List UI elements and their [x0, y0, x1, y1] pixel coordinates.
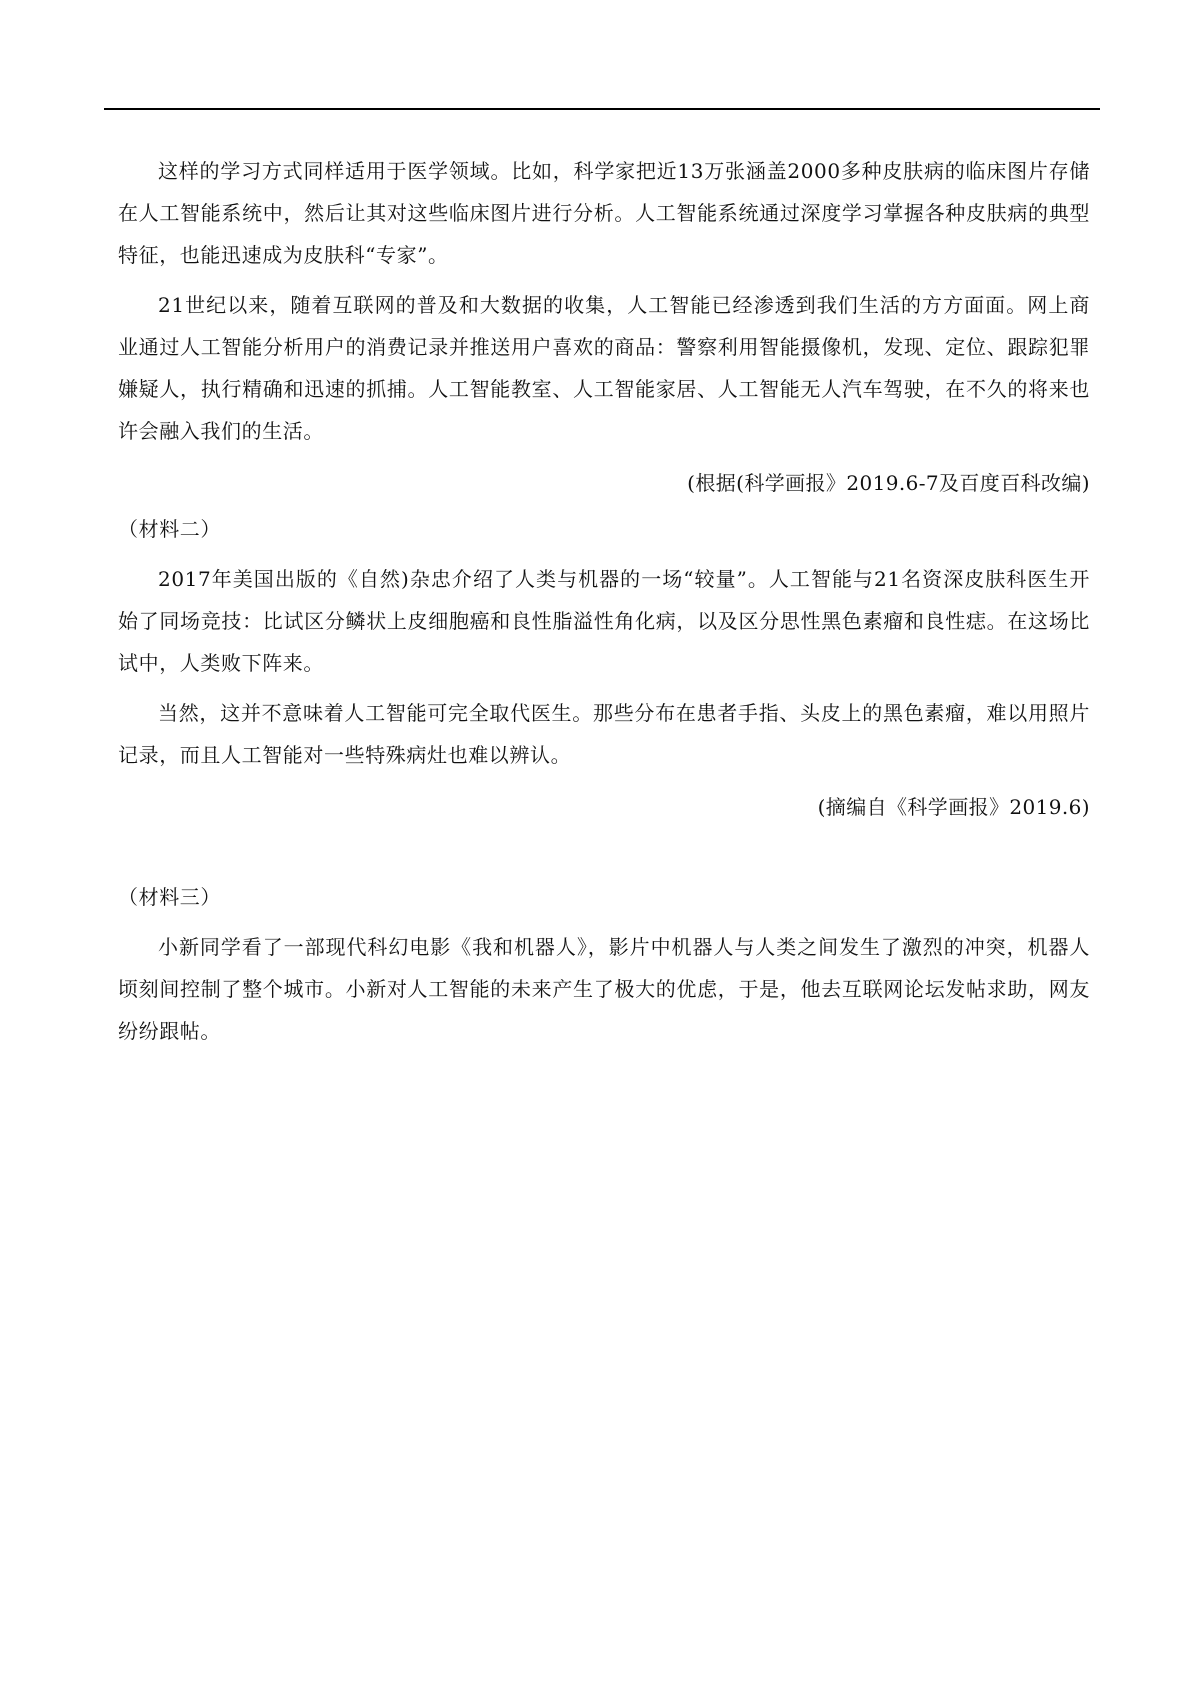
material-two-heading: （材料二）: [118, 517, 221, 541]
header-rule: [104, 108, 1100, 110]
paragraph-ai-limitations: 当然，这并不意味着人工智能可完全取代医生。那些分布在患者手指、头皮上的黑色素瘤，难以用照片记录，而且人工智能对一些特殊病灶也难以辨认。: [118, 701, 1090, 767]
material-three-section: [118, 876, 1090, 1052]
material-three-heading: （材料三）: [118, 885, 221, 909]
section-spacer: [118, 828, 1090, 872]
paragraph-ai-daily-life: 21世纪以来，随着互联网的普及和大数据的收集，人工智能已经渗透到我们生活的方方面面。网上商业通过人工智能分析用户的消费记录并推送用户喜欢的商品：警察利用智能摄像机，发现、定位、跟踪犯罪嫌疑人，执行精确和迅速的抓捕。人工智能教室、人工智能家居、人工智能无人汽车驾驶，在不久的将来也许会融入我们的生活。: [118, 293, 1090, 443]
source-citation-one: (根据(科学画报》2019.6-7及百度百科改编): [687, 471, 1090, 495]
material-two-section: [118, 508, 1090, 828]
material-one-section: [118, 150, 1090, 504]
document-body: [118, 150, 1090, 1052]
source-citation-two: (摘编自《科学画报》2019.6): [817, 795, 1090, 819]
paragraph-medical-learning: 这样的学习方式同样适用于医学领域。比如，科学家把近13万张涵盖2000多种皮肤病的临床图片存储在人工智能系统中，然后让其对这些临床图片进行分析。人工智能系统通过深度学习掌握各种皮肤病的典型特征，也能迅速成为皮肤科“专家”。: [118, 159, 1090, 267]
paragraph-robot-movie: 小新同学看了一部现代科幻电影《我和机器人》，影片中机器人与人类之间发生了激烈的冲突，机器人顷刻间控制了整个城市。小新对人工智能的未来产生了极大的优虑，于是，他去互联网论坛发帖求助，网友纷纷跟帖。: [118, 935, 1090, 1043]
paragraph-ai-vs-doctors: 2017年美国出版的《自然)杂忠介绍了人类与机器的一场“较量”。人工智能与21名资深皮肤科医生开始了同场竞技：比试区分鳞状上皮细胞癌和良性脂溢性角化病，以及区分思性黑色素瘤和良性痣。在这场比试中，人类败下阵来。: [118, 567, 1090, 675]
